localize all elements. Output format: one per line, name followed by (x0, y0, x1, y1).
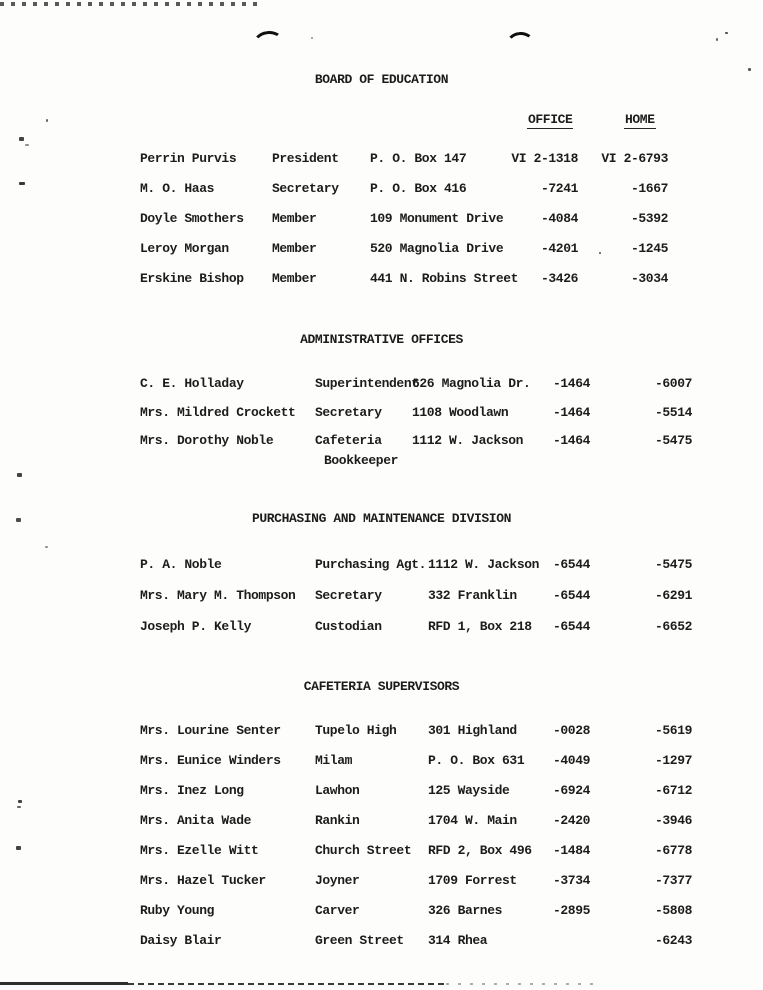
title-cell: Secretary (272, 181, 339, 196)
address-cell: 301 Highland (428, 723, 517, 738)
title-cell: Cafeteria (315, 433, 382, 448)
name-cell: Mrs. Mary M. Thompson (140, 588, 296, 603)
bottom-edge-line-solid (0, 982, 128, 985)
home-phone-cell: -5619 (654, 723, 692, 738)
address-cell: 1112 W. Jackson (428, 557, 540, 572)
staple-mark-left-icon (252, 29, 286, 58)
office-phone-cell: -6544 (552, 557, 590, 572)
name-cell: Mrs. Anita Wade (140, 813, 252, 828)
office-phone-cell: -7241 (540, 181, 578, 196)
office-phone-cell: -6544 (552, 619, 590, 634)
title-cell: Joyner (315, 873, 360, 888)
title-cell: Member (272, 241, 317, 256)
section-title: PURCHASING AND MAINTENANCE DIVISION (251, 511, 512, 526)
title-cell: President (272, 151, 339, 166)
title-cell: Rankin (315, 813, 360, 828)
office-phone-cell: -6544 (552, 588, 590, 603)
home-phone-cell: -6243 (654, 933, 692, 948)
title-cell: Secretary (315, 405, 382, 420)
ink-speck (46, 119, 48, 122)
ink-speck (25, 144, 29, 146)
home-phone-cell: -5808 (654, 903, 692, 918)
section-title: CAFETERIA SUPERVISORS (303, 679, 460, 694)
office-phone-cell: -1464 (552, 376, 590, 391)
address-cell: 326 Barnes (428, 903, 503, 918)
home-phone-cell: -6291 (654, 588, 692, 603)
address-cell: 626 Magnolia Dr. (412, 376, 531, 391)
name-cell: Leroy Morgan (140, 241, 229, 256)
name-cell: M. O. Haas (140, 181, 215, 196)
name-cell: Mrs. Hazel Tucker (140, 873, 266, 888)
name-cell: Erskine Bishop (140, 271, 244, 286)
ink-speck (17, 473, 22, 477)
office-phone-cell: VI 2-1318 (511, 151, 578, 166)
name-cell: Perrin Purvis (140, 151, 237, 166)
title-cell: Tupelo High (315, 723, 397, 738)
ink-speck (19, 182, 25, 185)
address-cell: 441 N. Robins Street (370, 271, 519, 286)
ink-speck (16, 846, 21, 850)
title-cell: Church Street (315, 843, 412, 858)
home-phone-cell: -1245 (630, 241, 668, 256)
ink-speck (18, 800, 22, 803)
name-cell: P. A. Noble (140, 557, 222, 572)
address-cell: 1709 Forrest (428, 873, 517, 888)
name-cell: Ruby Young (140, 903, 215, 918)
ink-speck (716, 38, 718, 41)
home-phone-cell: -7377 (654, 873, 692, 888)
name-cell: Daisy Blair (140, 933, 222, 948)
ink-speck (19, 137, 24, 141)
title-cell-line2: Bookkeeper (324, 453, 399, 468)
address-cell: 520 Magnolia Drive (370, 241, 504, 256)
office-phone-cell: -2895 (552, 903, 590, 918)
title-cell: Secretary (315, 588, 382, 603)
address-cell: P. O. Box 631 (428, 753, 525, 768)
ink-speck (725, 32, 728, 34)
address-cell: RFD 2, Box 496 (428, 843, 532, 858)
title-cell: Lawhon (315, 783, 360, 798)
name-cell: C. E. Holladay (140, 376, 244, 391)
title-cell: Purchasing Agt. (315, 557, 427, 572)
name-cell: Mrs. Lourine Senter (140, 723, 281, 738)
office-phone-cell: -6924 (552, 783, 590, 798)
address-cell: 1112 W. Jackson (412, 433, 524, 448)
address-cell: 125 Wayside (428, 783, 510, 798)
office-phone-cell: -0028 (552, 723, 590, 738)
office-phone-cell: -1464 (552, 433, 590, 448)
title-cell: Carver (315, 903, 360, 918)
home-phone-cell: -5475 (654, 433, 692, 448)
title-cell: Custodian (315, 619, 382, 634)
name-cell: Mrs. Ezelle Witt (140, 843, 259, 858)
home-phone-cell: -5475 (654, 557, 692, 572)
staple-mark-right-icon (505, 31, 536, 58)
office-phone-cell: -2420 (552, 813, 590, 828)
office-phone-cell: -1484 (552, 843, 590, 858)
address-cell: 314 Rhea (428, 933, 488, 948)
address-cell: 109 Monument Drive (370, 211, 504, 226)
bottom-edge-line-dashed (128, 983, 446, 985)
address-cell: 1108 Woodlawn (412, 405, 509, 420)
name-cell: Doyle Smothers (140, 211, 244, 226)
top-edge-perforation-line (0, 2, 260, 6)
address-cell: 332 Franklin (428, 588, 517, 603)
name-cell: Joseph P. Kelly (140, 619, 252, 634)
home-phone-cell: -6778 (654, 843, 692, 858)
title-cell: Green Street (315, 933, 404, 948)
address-cell: P. O. Box 147 (370, 151, 467, 166)
home-phone-cell: -1297 (654, 753, 692, 768)
section-title: BOARD OF EDUCATION (314, 72, 449, 87)
section-title: ADMINISTRATIVE OFFICES (300, 332, 463, 347)
address-cell: P. O. Box 416 (370, 181, 467, 196)
ink-speck (311, 37, 313, 39)
name-cell: Mrs. Mildred Crockett (140, 405, 296, 420)
bottom-edge-line-faint (446, 983, 596, 985)
address-cell: 1704 W. Main (428, 813, 517, 828)
home-column-header: HOME (625, 112, 655, 127)
office-phone-cell: -4201 (540, 241, 578, 256)
title-cell: Superintendent (315, 376, 419, 391)
office-phone-cell: -3426 (540, 271, 578, 286)
home-phone-cell: -6007 (654, 376, 692, 391)
office-phone-cell: -1464 (552, 405, 590, 420)
title-cell: Member (272, 271, 317, 286)
home-phone-cell: -6712 (654, 783, 692, 798)
home-phone-cell: -3946 (654, 813, 692, 828)
ink-speck (17, 806, 21, 808)
ink-speck (45, 546, 48, 548)
name-cell: Mrs. Inez Long (140, 783, 244, 798)
title-cell: Milam (315, 753, 353, 768)
home-phone-cell: -3034 (630, 271, 668, 286)
name-cell: Mrs. Dorothy Noble (140, 433, 274, 448)
office-column-header: OFFICE (528, 112, 573, 127)
home-phone-cell: -5514 (654, 405, 692, 420)
ink-speck (748, 68, 751, 71)
home-phone-cell: -6652 (654, 619, 692, 634)
address-cell: RFD 1, Box 218 (428, 619, 532, 634)
home-phone-cell: -5392 (630, 211, 668, 226)
office-phone-cell: -3734 (552, 873, 590, 888)
name-cell: Mrs. Eunice Winders (140, 753, 281, 768)
home-phone-cell: VI 2-6793 (601, 151, 668, 166)
title-cell: Member (272, 211, 317, 226)
office-phone-cell: -4049 (552, 753, 590, 768)
office-phone-cell: -4084 (540, 211, 578, 226)
home-phone-cell: -1667 (630, 181, 668, 196)
